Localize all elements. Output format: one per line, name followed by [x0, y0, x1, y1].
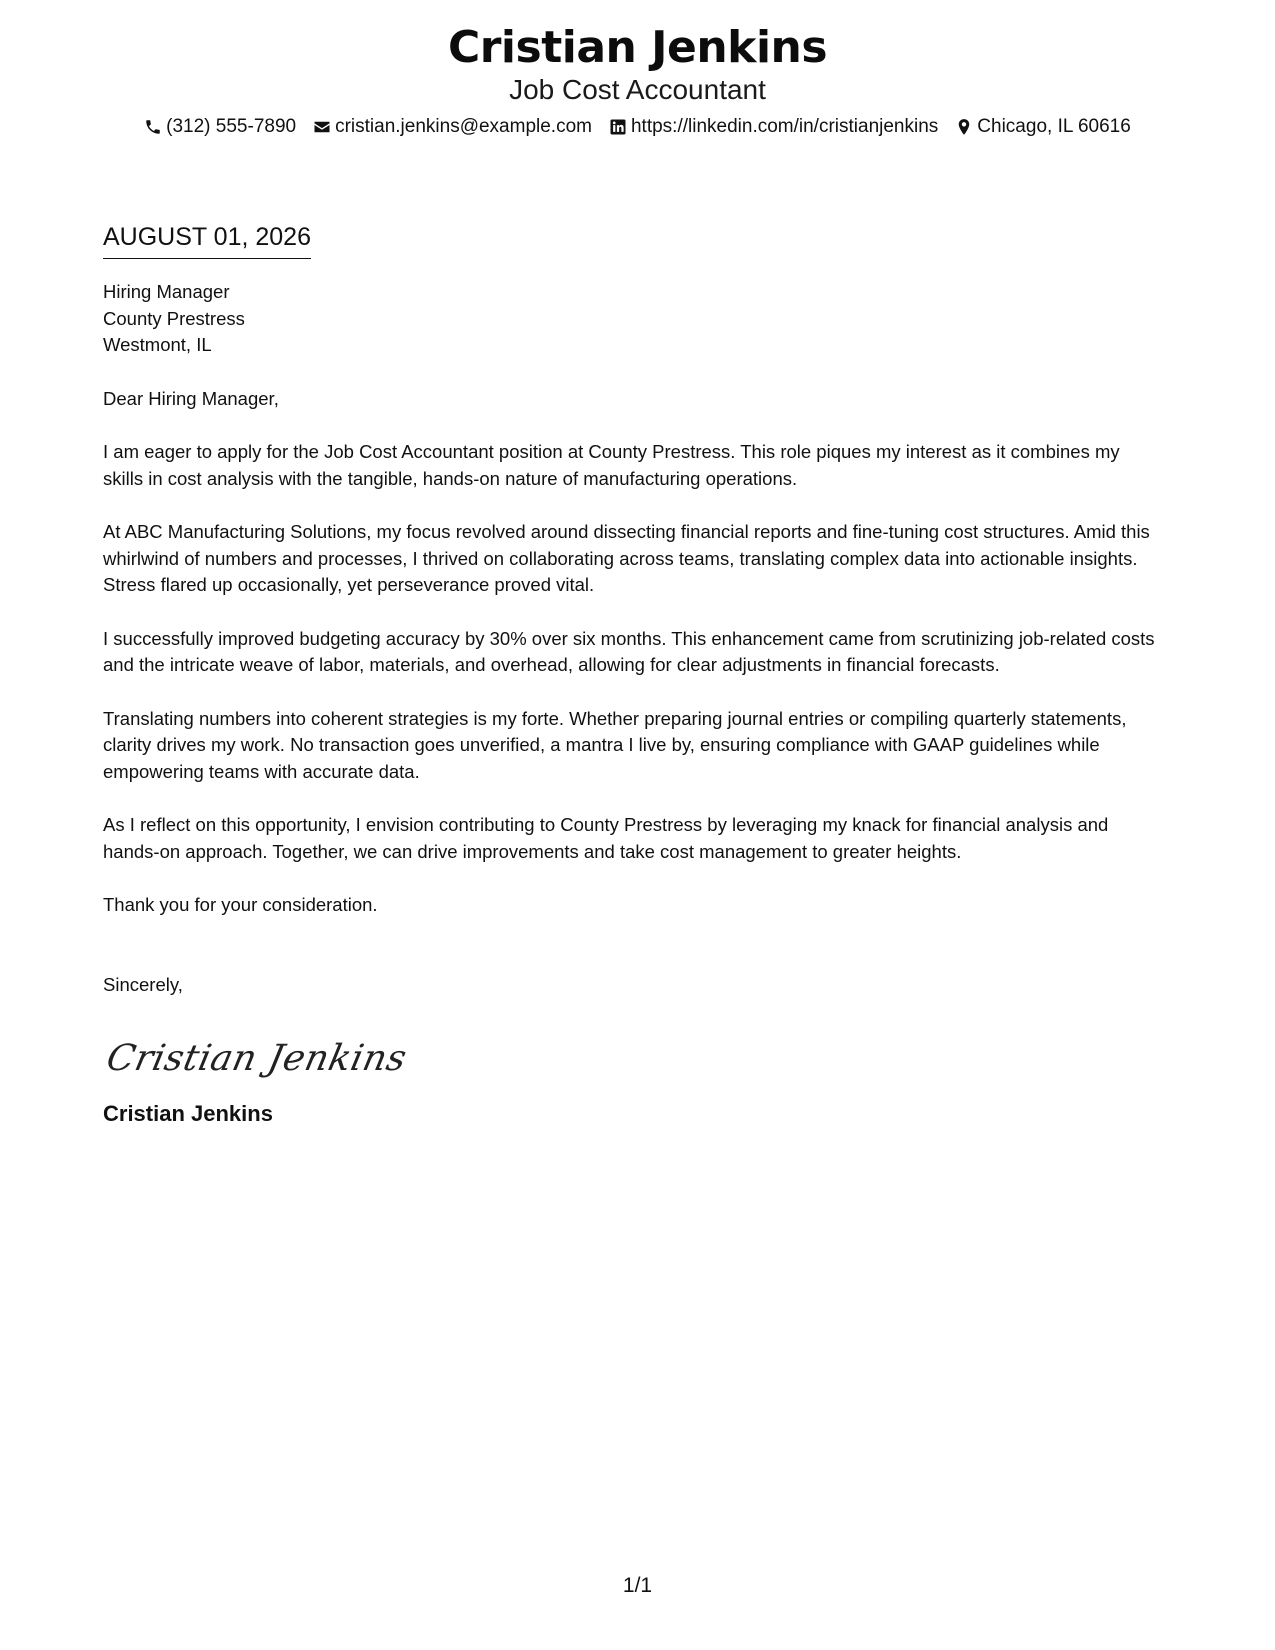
date-block: [103, 222, 311, 259]
contact-phone: [144, 116, 296, 138]
contact-linkedin[interactable]: [609, 116, 938, 138]
job-title: Job Cost Accountant: [509, 74, 766, 105]
body-paragraph: I successfully improved budgeting accuracy by 30% over six months. This enhancement came from scrutinizing job-related costs and the intricate weave of labor, materials, and overhead, allowing for clear adjustments in financial forecasts.: [103, 627, 1155, 675]
body-paragraph: At ABC Manufacturing Solutions, my focus revolved around dissecting financial reports and fine-tuning cost structures. Amid this whirlwind of numbers and processes, I thrived on collaborating across teams, translating complex data into actionable insights. Stress flared up occasionally, yet perseverance proved vital.: [103, 521, 1150, 595]
body-paragraph: Thank you for your consideration.: [103, 894, 378, 915]
contact-location: [955, 116, 1131, 138]
salutation: Dear Hiring Manager,: [103, 387, 279, 409]
recipient-address: [103, 279, 1163, 359]
recipient-line: Hiring Manager: [103, 281, 230, 302]
letter-date: AUGUST 01, 2026: [103, 223, 311, 251]
email-text[interactable]: cristian.jenkins@example.com: [335, 116, 592, 137]
handwritten-signature: [103, 1032, 1163, 1080]
letter-header: [0, 0, 1275, 138]
signature-text: Cristian Jenkins: [103, 1036, 411, 1079]
recipient-line: Westmont, IL: [103, 334, 212, 355]
contact-bar: [0, 116, 1275, 138]
body-paragraph: As I reflect on this opportunity, I envision contributing to County Prestress by leveraging my knack for financial analysis and hands-on approach. Together, we can drive improvements and take cost management to greater heights.: [103, 814, 1109, 862]
applicant-name: Cristian Jenkins: [447, 22, 828, 73]
signed-name: Cristian Jenkins: [103, 1101, 273, 1126]
letter-body: [103, 222, 1163, 1128]
body-paragraph: Translating numbers into coherent strategies is my forte. Whether preparing journal entries or compiling quarterly statements, clarity drives my work. No transaction goes unverified, a mantra I live by, ensuring compliance with GAAP guidelines while empowering teams with accurate data.: [103, 707, 1127, 782]
contact-email[interactable]: [313, 116, 592, 138]
recipient-line: County Prestress: [103, 307, 245, 329]
map-pin-icon: [955, 118, 973, 136]
page-number: 1/1: [622, 1574, 653, 1597]
phone-icon: [144, 118, 162, 136]
phone-text: (312) 555-7890: [166, 116, 297, 137]
envelope-icon: [313, 118, 331, 136]
closing: Sincerely,: [103, 973, 183, 995]
linkedin-icon: [609, 118, 627, 136]
location-text: Chicago, IL 60616: [977, 116, 1131, 137]
linkedin-text[interactable]: https://linkedin.com/in/cristianjenkins: [630, 116, 939, 137]
body-paragraph: I am eager to apply for the Job Cost Accountant position at County Prestress. This role piques my interest as it combines my skills in cost analysis with the tangible, hands-on nature of manufacturing operations.: [103, 441, 1120, 489]
